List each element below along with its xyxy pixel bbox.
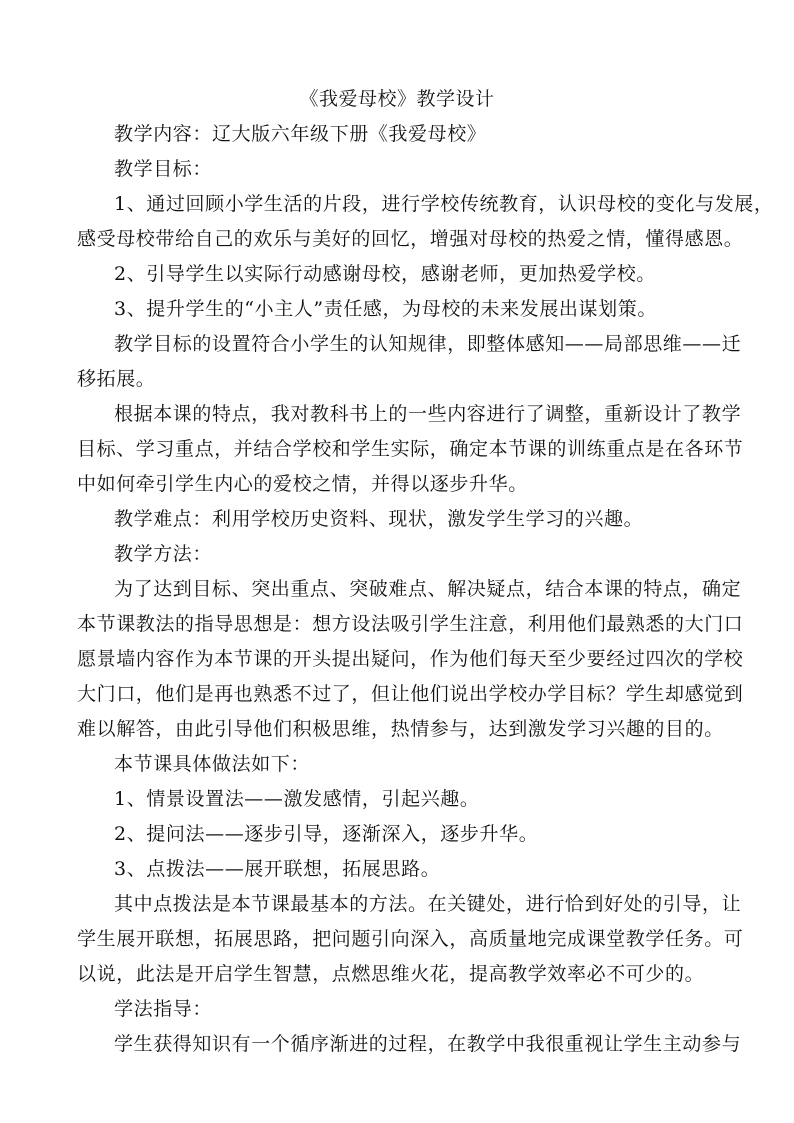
text-line-difficulty: 教学难点：利用学校历史资料、现状，激发学生学习的兴趣。 <box>114 508 644 530</box>
text-line-objective-1-cont: 感受母校带给自己的欢乐与美好的回忆，增强对母校的热爱之情，懂得感恩。 <box>77 228 744 250</box>
text-line-study-para: 学生获得知识有一个循序渐进的过程，在教学中我很重视让学生主动参与 <box>114 1033 742 1055</box>
text-line-methods-para-cont-4: 难以解答，由此引导他们积极思维，热情参与，达到激发学习兴趣的目的。 <box>77 718 724 740</box>
text-line-adjustment: 根据本课的特点，我对教科书上的一些内容进行了调整，重新设计了教学 <box>114 403 742 425</box>
text-line-guidance-para-cont-2: 以说，此法是开启学生智慧，点燃思维火花，提高教学效率必不可少的。 <box>77 963 705 985</box>
text-line-methods-para-cont-3: 大门口，他们是再也熟悉不过了，但让他们说出学校办学目标？学生却感觉到 <box>77 683 744 705</box>
text-line-objective-1: 1、通过回顾小学生活的片段，进行学校传统教育，认识母校的变化与发展， <box>114 193 774 215</box>
text-line-approach-1: 1、情景设置法——激发感情，引起兴趣。 <box>114 788 480 810</box>
text-line-objective-rationale-cont: 移拓展。 <box>77 368 156 390</box>
text-line-study-heading: 学法指导： <box>114 998 213 1020</box>
text-line-guidance-para-cont-1: 学生展开联想，拓展思路，把问题引向深入，高质量地完成课堂教学任务。可 <box>77 928 744 950</box>
text-line-approach-3: 3、点拨法——展开联想，拓展思路。 <box>114 858 441 880</box>
text-line-methods-para-cont-1: 本节课教法的指导思想是：想方设法吸引学生注意，利用他们最熟悉的大门口 <box>77 613 744 635</box>
text-line-methods-heading: 教学方法： <box>114 543 213 565</box>
text-line-guidance-para: 其中点拨法是本节课最基本的方法。在关键处，进行恰到好处的引导，让 <box>114 893 742 915</box>
document-title: 《我爱母校》教学设计 <box>299 88 495 110</box>
text-line-objectives-heading: 教学目标： <box>114 158 213 180</box>
text-line-adjustment-cont-2: 中如何牵引学生内心的爱校之情，并得以逐步升华。 <box>77 473 528 495</box>
text-line-approach-2: 2、提问法——逐步引导，逐渐深入，逐步升华。 <box>114 823 539 845</box>
text-line-methods-para-cont-2: 愿景墙内容作为本节课的开头提出疑问，作为他们每天至少要经过四次的学校 <box>77 648 744 670</box>
text-line-adjustment-cont-1: 目标、学习重点，并结合学校和学生实际，确定本节课的训练重点是在各环节 <box>77 438 744 460</box>
text-line-objective-2: 2、引导学生以实际行动感谢母校，感谢老师，更加热爱学校。 <box>114 263 656 285</box>
text-line-objective-3: 3、提升学生的“小主人”责任感，为母校的未来发展出谋划策。 <box>114 298 657 320</box>
text-line-teaching-content: 教学内容：辽大版六年级下册《我爱母校》 <box>114 123 487 145</box>
text-line-methods-para: 为了达到目标、突出重点、突破难点、解决疑点，结合本课的特点，确定 <box>114 578 742 600</box>
text-line-approach-heading: 本节课具体做法如下： <box>114 753 311 775</box>
text-line-objective-rationale: 教学目标的设置符合小学生的认知规律，即整体感知——局部思维——迁 <box>114 333 742 355</box>
